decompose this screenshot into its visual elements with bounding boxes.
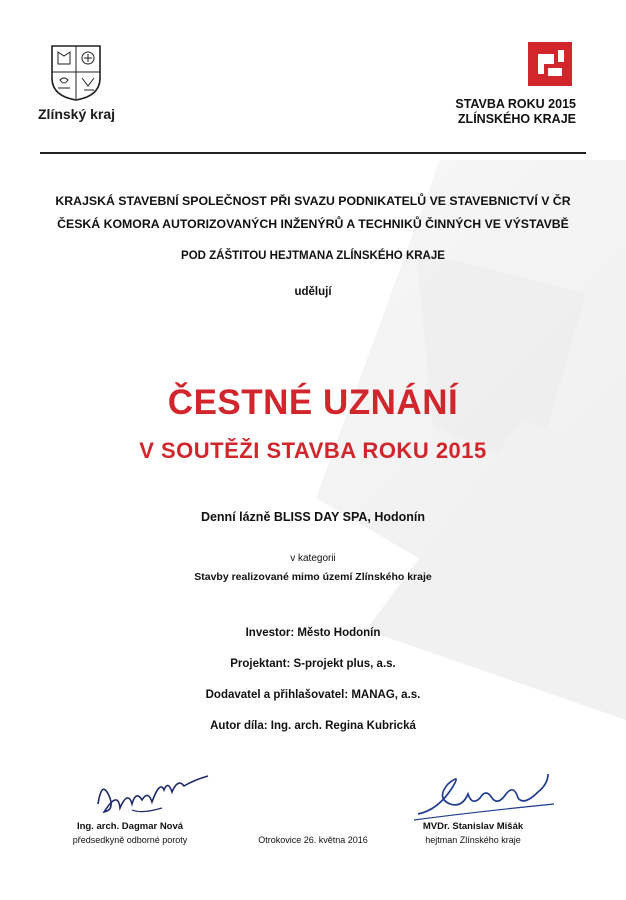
- event-title: [455, 97, 576, 127]
- signature-right-icon: [410, 768, 560, 826]
- patronage: POD ZÁŠTITOU HEJTMANA ZLÍNSKÉHO KRAJE: [181, 250, 445, 262]
- category-label: v kategorii: [290, 553, 336, 564]
- event-title-line: STAVBA ROKU 2015: [455, 97, 576, 111]
- designer: Projektant: S-projekt plus, a.s.: [230, 658, 396, 670]
- stavba-roku-logo-icon: [528, 42, 572, 86]
- signatory-role: hejtman Zlínského kraje: [425, 835, 521, 845]
- organizer-line: ČESKÁ KOMORA AUTORIZOVANÝCH INŽENÝRŮ A TECHNIKŮ ČINNÝCH VE VÝSTAVBĚ: [57, 217, 569, 231]
- category-value: Stavby realizované mimo území Zlínského kraje: [194, 571, 432, 583]
- award-title: ČESTNÉ UZNÁNÍ: [167, 383, 459, 422]
- event-title-line: ZLÍNSKÉHO KRAJE: [457, 112, 576, 126]
- signatory-name: Ing. arch. Dagmar Nová: [76, 821, 184, 832]
- project-name: Denní lázně BLISS DAY SPA, Hodonín: [200, 510, 426, 524]
- investor: Investor: Město Hodonín: [245, 627, 381, 639]
- coat-of-arms-icon: [48, 44, 104, 102]
- signature-left-icon: [92, 770, 222, 820]
- organizer-line: KRAJSKÁ STAVEBNÍ SPOLEČNOST PŘI SVAZU PODNIKATELŮ VE STAVEBNICTVÍ V ČR: [55, 194, 571, 208]
- region-name: Zlínský kraj: [38, 106, 116, 122]
- signatory-role: předsedkyně odborné poroty: [72, 835, 188, 845]
- place-date: Otrokovice 26. května 2016: [258, 835, 368, 845]
- grants-text: udělují: [294, 286, 332, 298]
- author: Autor díla: Ing. arch. Regina Kubrická: [210, 720, 416, 732]
- signatory-name: MVDr. Stanislav Mišák: [422, 821, 524, 832]
- award-subtitle: V SOUTĚŽI STAVBA ROKU 2015: [139, 438, 487, 463]
- supplier: Dodavatel a přihlašovatel: MANAG, a.s.: [205, 689, 421, 701]
- organizers: [0, 190, 626, 236]
- header-divider: [40, 152, 586, 154]
